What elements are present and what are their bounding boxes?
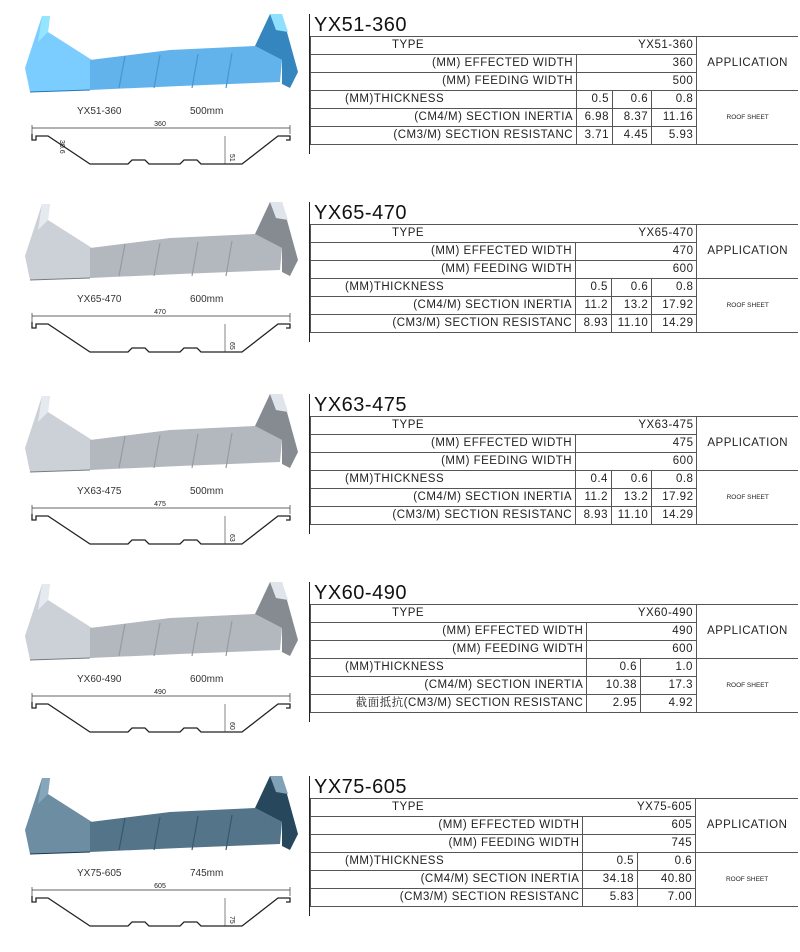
- section-inertia-value: 40.80: [638, 871, 696, 889]
- section-resistance-value: 5.93: [652, 127, 697, 145]
- panel-left-rib: [25, 778, 92, 854]
- profile-height-label: 75: [228, 916, 235, 924]
- effected-width-value: 475: [576, 435, 697, 453]
- profile-height-label: 65: [228, 342, 235, 350]
- thickness-value: 0.6: [638, 853, 696, 871]
- effected-width-value: 605: [583, 817, 696, 835]
- feeding-width-label: (MM) FEEDING WIDTH: [311, 453, 576, 471]
- profile-outline: [32, 514, 290, 544]
- thickness-value: 0.6: [611, 471, 651, 489]
- section-inertia-value: 17.92: [652, 489, 697, 507]
- effected-width-value: 490: [587, 623, 697, 641]
- type-cell: [311, 417, 697, 435]
- section-inertia-value: 17.3: [641, 677, 697, 695]
- type-label: TYPE: [392, 419, 425, 431]
- section-inertia-value: 34.18: [583, 871, 638, 889]
- photo-caption-coil-width: 600mm: [190, 294, 224, 305]
- application-header: APPLICATION: [696, 799, 798, 853]
- feeding-width-value: 745: [583, 835, 696, 853]
- panel-left-rib: [25, 396, 92, 472]
- application-value: ROOF SHEET: [697, 471, 798, 525]
- profile-outline: [32, 134, 290, 164]
- feeding-width-value: 600: [576, 453, 697, 471]
- type-label: TYPE: [392, 227, 425, 239]
- section-resistance-value: 14.29: [652, 507, 697, 525]
- thickness-value: 0.6: [611, 279, 651, 297]
- panel-pan: [90, 46, 282, 90]
- model-title: YX63-475: [314, 394, 407, 416]
- section-resistance-value: 5.83: [583, 889, 638, 907]
- section-resistance-label: 截面抵抗(CM3/M) SECTION RESISTANC: [311, 695, 587, 713]
- model-title: YX75-605: [314, 776, 407, 798]
- panel-pan: [90, 808, 282, 852]
- profile-width-label: 605: [154, 883, 166, 890]
- profile-drawing: [20, 688, 300, 744]
- thickness-label: (MM)THICKNESS: [311, 659, 587, 677]
- profile-drawing: [20, 882, 300, 938]
- thickness-label: (MM)THICKNESS: [311, 91, 577, 109]
- profile-height-label: 51: [228, 154, 235, 162]
- type-value: YX63-475: [638, 419, 694, 431]
- type-cell: [311, 605, 697, 623]
- panel-photo: [20, 12, 300, 108]
- thickness-value: 0.8: [652, 91, 697, 109]
- type-value: YX51-360: [638, 39, 694, 51]
- feeding-width-label: (MM) FEEDING WIDTH: [311, 641, 587, 659]
- section-resistance-value: 11.10: [611, 507, 651, 525]
- thickness-value: 0.8: [652, 471, 697, 489]
- section-inertia-label: (CM4/M) SECTION INERTIA: [311, 677, 587, 695]
- photo-caption-coil-width: 500mm: [190, 106, 224, 117]
- section-inertia-label: (CM4/M) SECTION INERTIA: [311, 109, 577, 127]
- section-inertia-value: 11.2: [576, 489, 612, 507]
- table-row: [311, 91, 799, 109]
- application-value: ROOF SHEET: [697, 91, 798, 145]
- application-value: ROOF SHEET: [696, 659, 798, 713]
- type-label: TYPE: [392, 39, 425, 51]
- application-header: APPLICATION: [697, 225, 798, 279]
- application-value: ROOF SHEET: [697, 279, 798, 333]
- section-resistance-value: 4.92: [641, 695, 697, 713]
- section-inertia-value: 10.38: [587, 677, 641, 695]
- thickness-value: 1.0: [641, 659, 697, 677]
- roof-panel-illustration: [20, 200, 300, 296]
- effected-width-value: 360: [577, 55, 697, 73]
- section-resistance-value: 3.71: [577, 127, 613, 145]
- section-resistance-label: (CM3/M) SECTION RESISTANC: [311, 127, 577, 145]
- roof-panel-illustration: [20, 12, 300, 108]
- thickness-label: (MM)THICKNESS: [311, 853, 583, 871]
- panel-pan: [90, 426, 282, 470]
- application-header: APPLICATION: [696, 605, 798, 659]
- application-header: APPLICATION: [697, 417, 798, 471]
- profile-width-label: 475: [154, 501, 166, 508]
- spec-table-block: [309, 582, 798, 722]
- profile-width-label: 360: [154, 121, 166, 128]
- profile-height-label: 63: [228, 534, 235, 542]
- section-inertia-value: 8.37: [612, 109, 651, 127]
- panel-photo: [20, 580, 300, 676]
- panel-pan: [90, 614, 282, 658]
- table-row: [311, 799, 799, 817]
- section-resistance-value: 2.95: [587, 695, 641, 713]
- feeding-width-label: (MM) FEEDING WIDTH: [311, 261, 576, 279]
- section-inertia-value: 11.2: [576, 297, 612, 315]
- profile-outline: [32, 896, 290, 926]
- panel-left-rib: [25, 584, 92, 660]
- thickness-value: 0.5: [583, 853, 638, 871]
- effected-width-label: (MM) EFFECTED WIDTH: [311, 243, 576, 261]
- feeding-width-value: 500: [577, 73, 697, 91]
- product-section: [0, 578, 800, 758]
- type-cell: [311, 799, 696, 817]
- feeding-width-value: 600: [576, 261, 697, 279]
- roof-panel-illustration: [20, 580, 300, 676]
- profile-outline: [32, 702, 290, 732]
- panel-pan: [90, 234, 282, 278]
- spec-table-block: [309, 14, 798, 154]
- product-section: [0, 772, 800, 952]
- spec-table-block: [309, 394, 798, 534]
- type-value: YX60-490: [637, 607, 693, 619]
- panel-photo: [20, 392, 300, 488]
- section-resistance-label: (CM3/M) SECTION RESISTANC: [311, 889, 583, 907]
- photo-caption-coil-width: 500mm: [190, 486, 224, 497]
- spec-table: [310, 798, 798, 907]
- section-inertia-value: 17.92: [652, 297, 697, 315]
- spec-table: [310, 416, 798, 525]
- effected-width-label: (MM) EFFECTED WIDTH: [311, 435, 576, 453]
- photo-caption-coil-width: 745mm: [190, 868, 224, 879]
- effected-width-label: (MM) EFFECTED WIDTH: [311, 623, 587, 641]
- table-row: [311, 471, 799, 489]
- effected-width-value: 470: [576, 243, 697, 261]
- product-section: [0, 10, 800, 190]
- section-inertia-label: (CM4/M) SECTION INERTIA: [311, 489, 576, 507]
- profile-drawing: [20, 308, 300, 364]
- thickness-label: (MM)THICKNESS: [311, 279, 576, 297]
- type-value: YX65-470: [638, 227, 694, 239]
- panel-left-rib: [25, 16, 92, 92]
- section-resistance-label: (CM3/M) SECTION RESISTANC: [311, 315, 576, 333]
- profile-outline: [32, 322, 290, 352]
- feeding-width-label: (MM) FEEDING WIDTH: [311, 835, 583, 853]
- thickness-value: 0.6: [612, 91, 651, 109]
- section-resistance-label: (CM3/M) SECTION RESISTANC: [311, 507, 576, 525]
- table-row: [311, 225, 799, 243]
- section-inertia-label: (CM4/M) SECTION INERTIA: [311, 871, 583, 889]
- section-resistance-value: 4.45: [612, 127, 651, 145]
- thickness-value: 0.6: [587, 659, 641, 677]
- spec-table: [310, 224, 798, 333]
- product-section: [0, 390, 800, 570]
- effected-width-label: (MM) EFFECTED WIDTH: [311, 55, 577, 73]
- thickness-label: (MM)THICKNESS: [311, 471, 576, 489]
- panel-left-rib: [25, 204, 92, 280]
- profile-width-label: 490: [154, 689, 166, 696]
- table-row: [311, 659, 799, 677]
- thickness-value: 0.5: [577, 91, 613, 109]
- table-row: [311, 605, 799, 623]
- section-resistance-value: 8.93: [576, 315, 612, 333]
- section-inertia-value: 13.2: [611, 489, 651, 507]
- effected-width-label: (MM) EFFECTED WIDTH: [311, 817, 583, 835]
- section-resistance-value: 8.93: [576, 507, 612, 525]
- section-inertia-value: 11.16: [652, 109, 697, 127]
- type-label: TYPE: [392, 607, 425, 619]
- roof-panel-illustration: [20, 774, 300, 870]
- section-resistance-value: 11.10: [611, 315, 651, 333]
- application-header: APPLICATION: [697, 37, 798, 91]
- application-value: ROOF SHEET: [696, 853, 798, 907]
- thickness-value: 0.8: [652, 279, 697, 297]
- product-section: [0, 198, 800, 378]
- type-cell: [311, 37, 697, 55]
- roof-panel-illustration: [20, 392, 300, 488]
- model-title: YX51-360: [314, 14, 407, 36]
- spec-table: [310, 36, 798, 145]
- section-resistance-value: 14.29: [652, 315, 697, 333]
- type-value: YX75-605: [637, 801, 693, 813]
- table-row: [311, 853, 799, 871]
- section-inertia-value: 6.98: [577, 109, 613, 127]
- thickness-value: 0.4: [576, 471, 612, 489]
- table-row: [311, 279, 799, 297]
- feeding-width-label: (MM) FEEDING WIDTH: [311, 73, 577, 91]
- table-row: [311, 37, 799, 55]
- photo-caption-model: YX51-360: [77, 106, 122, 117]
- profile-width-label: 470: [154, 309, 166, 316]
- section-resistance-value: 7.00: [638, 889, 696, 907]
- panel-photo: [20, 774, 300, 870]
- model-title: YX60-490: [314, 582, 407, 604]
- photo-caption-model: YX65-470: [77, 294, 122, 305]
- section-inertia-label: (CM4/M) SECTION INERTIA: [311, 297, 576, 315]
- feeding-width-value: 600: [587, 641, 697, 659]
- thickness-value: 0.5: [576, 279, 612, 297]
- type-label: TYPE: [392, 801, 425, 813]
- type-cell: [311, 225, 697, 243]
- photo-caption-model: YX60-490: [77, 674, 122, 685]
- spec-table-block: [309, 202, 798, 342]
- table-row: [311, 417, 799, 435]
- spec-table-block: [309, 776, 798, 916]
- profile-drawing: [20, 500, 300, 556]
- panel-photo: [20, 200, 300, 296]
- spec-table: [310, 604, 798, 713]
- photo-caption-model: YX63-475: [77, 486, 122, 497]
- profile-small-label: 30.6: [58, 140, 65, 154]
- profile-drawing: [20, 120, 300, 176]
- section-inertia-value: 13.2: [611, 297, 651, 315]
- photo-caption-coil-width: 600mm: [190, 674, 224, 685]
- photo-caption-model: YX75-605: [77, 868, 122, 879]
- profile-height-label: 60: [228, 722, 235, 730]
- model-title: YX65-470: [314, 202, 407, 224]
